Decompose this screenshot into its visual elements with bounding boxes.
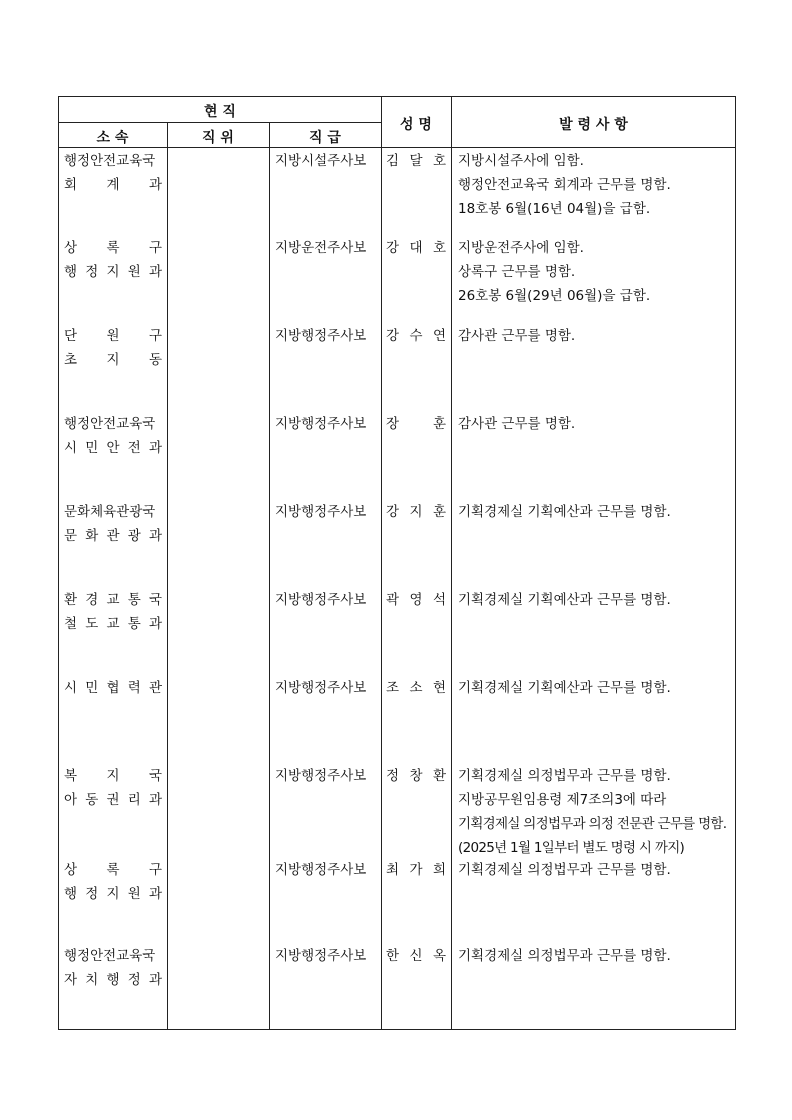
affiliation-line: 회 계 과 [64, 177, 162, 193]
affiliation-line: 복 지 국 [64, 768, 162, 784]
header-bottom-line [58, 147, 736, 148]
affiliation-line: 행정안전교육국 [64, 153, 156, 169]
affiliation-line: 행 정 지 원 과 [64, 886, 162, 902]
column-line-position [167, 122, 168, 1030]
appointment-cell: 감사관 근무를 명함. [458, 328, 576, 344]
affiliation-line: 시 민 안 전 과 [64, 440, 162, 456]
grade-cell: 지방행정주사보 [275, 680, 367, 696]
appointment-cell: 기획경제실 의정법무과 근무를 명함. [458, 948, 671, 964]
affiliation-line: 행정안전교육국 [64, 416, 156, 432]
appointment-cell: 기획경제실 기획예산과 근무를 명함. [458, 504, 671, 520]
affiliation-line: 시 민 협 력 관 [64, 680, 162, 696]
appointment-cell: 기획경제실 의정법무과 근무를 명함. 지방공무원임용령 제7조의3에 따라 기획경제실 의정법무과 의정 전문관 근무를 명함. (2025년 1월 1일부터 별도 명령 시 까지) [458, 768, 727, 856]
header-grade: 직 급 [309, 130, 341, 146]
appointment-cell: 감사관 근무를 명함. [458, 416, 576, 432]
name-cell: 강 수 연 [386, 328, 446, 344]
column-line-name [381, 96, 382, 1030]
grade-cell: 지방시설주사보 [275, 153, 367, 169]
column-line-appointment [451, 96, 452, 1030]
affiliation-line: 아 동 권 리 과 [64, 792, 162, 808]
header-name: 성 명 [400, 117, 432, 133]
grade-cell: 지방행정주사보 [275, 504, 367, 520]
appointment-cell: 지방시설주사에 임함. 행정안전교육국 회계과 근무를 명함. 18호봉 6월(16년 04월)을 급함. [458, 153, 671, 217]
name-cell: 장 훈 [386, 416, 446, 432]
name-cell: 곽 영 석 [386, 592, 446, 608]
name-cell: 정 창 환 [386, 768, 446, 784]
header-divider [58, 122, 382, 123]
affiliation-line: 행정안전교육국 [64, 948, 156, 964]
affiliation-line: 상 록 구 [64, 240, 162, 256]
affiliation-line: 상 록 구 [64, 862, 162, 878]
grade-cell: 지방행정주사보 [275, 862, 367, 878]
affiliation-line: 문 화 관 광 과 [64, 528, 162, 544]
affiliation-line: 환 경 교 통 국 [64, 592, 162, 608]
header-current-position: 현 직 [204, 104, 236, 120]
column-line-grade [269, 122, 270, 1030]
grade-cell: 지방행정주사보 [275, 416, 367, 432]
name-cell: 조 소 현 [386, 680, 446, 696]
name-cell: 최 가 희 [386, 862, 446, 878]
name-cell: 김 달 호 [386, 153, 446, 169]
header-affiliation: 소 속 [96, 130, 129, 146]
appointment-cell: 기획경제실 기획예산과 근무를 명함. [458, 680, 671, 696]
affiliation-line: 자 치 행 정 과 [64, 972, 162, 988]
header-appointment: 발 령 사 항 [559, 117, 628, 133]
grade-cell: 지방행정주사보 [275, 592, 367, 608]
name-cell: 강 지 훈 [386, 504, 446, 520]
grade-cell: 지방운전주사보 [275, 240, 367, 256]
name-cell: 강 대 호 [386, 240, 446, 256]
grade-cell: 지방행정주사보 [275, 948, 367, 964]
appointment-cell: 기획경제실 기획예산과 근무를 명함. [458, 592, 671, 608]
grade-cell: 지방행정주사보 [275, 768, 367, 784]
appointment-cell: 기획경제실 의정법무과 근무를 명함. [458, 862, 671, 878]
affiliation-line: 초 지 동 [64, 352, 162, 368]
affiliation-line: 철 도 교 통 과 [64, 616, 162, 632]
affiliation-line: 단 원 구 [64, 328, 162, 344]
affiliation-line: 문화체육관광국 [64, 504, 156, 520]
affiliation-line: 행 정 지 원 과 [64, 264, 162, 280]
name-cell: 한 신 옥 [386, 948, 446, 964]
header-position: 직 위 [202, 130, 234, 146]
appointment-cell: 지방운전주사에 임함. 상록구 근무를 명함. 26호봉 6월(29년 06월)을 급함. [458, 240, 651, 304]
grade-cell: 지방행정주사보 [275, 328, 367, 344]
